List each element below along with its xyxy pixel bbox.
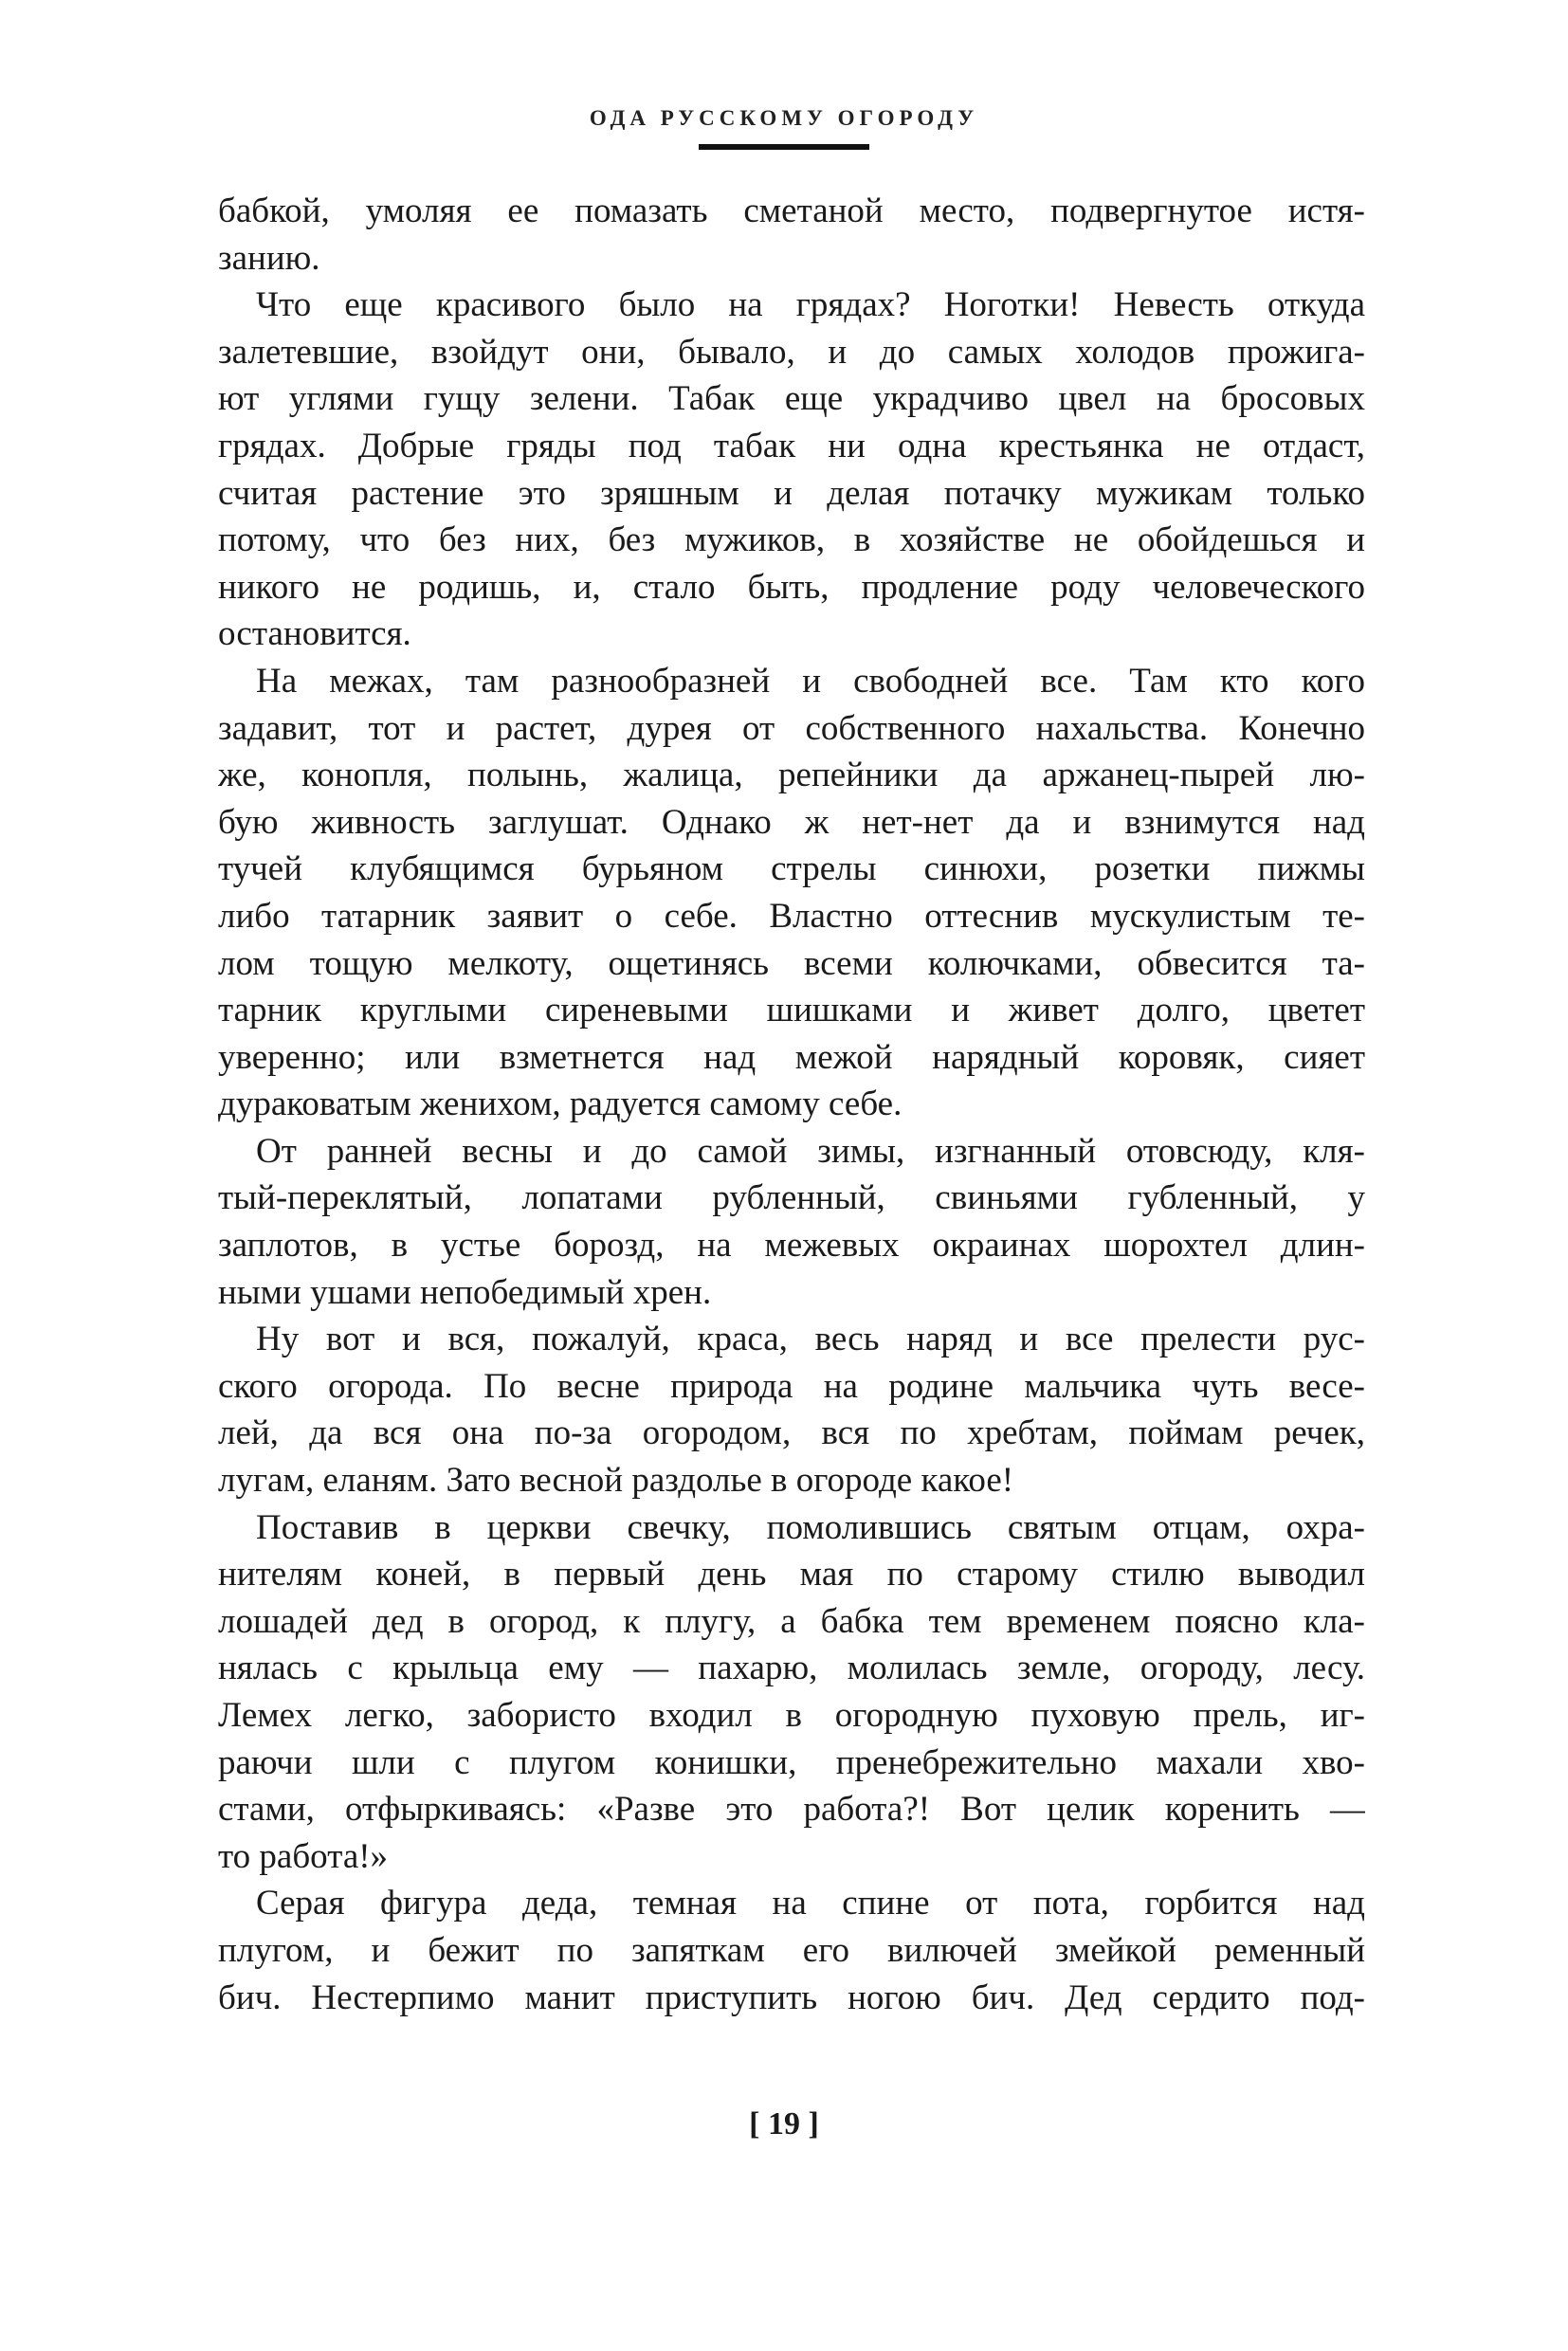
body-text: [218, 188, 1365, 2021]
text-line: бабкой, умоляя ее помазать сметаной место, подвергнутое истя-: [218, 191, 1365, 230]
text-line: лошадей дед в огород, к плугу, а бабка тем временем поясно кла-: [218, 1601, 1365, 1641]
running-head-rule: [699, 144, 869, 150]
text-line: остановится.: [218, 614, 411, 654]
text-line: стами, отфыркиваясь: «Разве это работа?! Вот целик коренить —: [218, 1790, 1365, 1830]
text-line: заплотов, в устье борозд, на межевых окраинах шорохтел длин-: [218, 1226, 1365, 1266]
text-line: ского огорода. По весне природа на родине мальчика чуть весе-: [218, 1366, 1365, 1406]
text-line: же, конопля, полынь, жалица, репейники да аржанец-пырей лю-: [218, 756, 1365, 795]
text-line: Серая фигура деда, темная на спине от пота, горбится над: [256, 1884, 1365, 1923]
text-line: плугом, и бежит по запяткам его вилючей змейкой ременный: [218, 1930, 1365, 1970]
text-line: бич. Нестерпимо манит приступить ногою бич. Дед сердито под-: [218, 1977, 1365, 2017]
text-line: залетевшие, взойдут они, бывало, и до самых холодов прожига-: [218, 332, 1365, 372]
text-line: нителям коней, в первый день мая по старому стилю выводил: [218, 1555, 1365, 1595]
text-line: лугам, еланям. Зато весной раздолье в огороде какое!: [218, 1461, 1014, 1501]
text-line: считая растение это зряшным и делая потачку мужикам только: [218, 473, 1365, 513]
page-number: [ 19 ]: [749, 2106, 819, 2141]
text-line: тарник круглыми сиреневыми шишками и живет долго, цветет: [218, 991, 1365, 1030]
text-line: лей, да вся она по-за огородом, вся по хребтам, поймам речек,: [218, 1413, 1365, 1453]
text-line: Что еще красивого было на грядах? Ноготки! Невесть откуда: [256, 285, 1365, 325]
text-line: нялась с крыльца ему — пахарю, молилась земле, огороду, лесу.: [218, 1649, 1365, 1688]
text-line: задавит, тот и растет, дурея от собственного нахальства. Конечно: [218, 708, 1365, 748]
text-line: раючи шли с плугом конишки, пренебрежительно махали хво-: [218, 1742, 1365, 1782]
running-head-title: ОДА РУССКОМУ ОГОРОДУ: [589, 106, 979, 130]
text-line: Поставив в церкви свечку, помолившись святым отцам, охра-: [256, 1507, 1365, 1547]
text-line: то работа!»: [218, 1836, 389, 1876]
text-line: грядах. Добрые гряды под табак ни одна крестьянка не отдаст,: [218, 426, 1365, 465]
text-line: ными ушами непобедимый хрен.: [218, 1272, 712, 1312]
text-line: тучей клубящимся бурьяном стрелы синюхи, розетки пижмы: [218, 849, 1365, 889]
text-line: уверенно; или взметнется над межой нарядный коровяк, сияет: [218, 1037, 1365, 1077]
text-line: лом тощую мелкоту, ощетинясь всеми колючками, обвесится та-: [218, 943, 1365, 983]
running-head: [0, 106, 1568, 131]
text-line: дураковатым женихом, радуется самому себе.: [218, 1084, 903, 1124]
text-line: бую живность заглушат. Однако ж нет-нет да и взнимутся над: [218, 802, 1365, 842]
text-line: На межах, там разнообразней и свободней все. Там кто кого: [256, 661, 1365, 701]
text-line: тый-переклятый, лопатами рубленный, свиньями губленный, у: [218, 1178, 1365, 1218]
text-line: ют углями гущу зелени. Табак еще украдчиво цвел на бросовых: [218, 379, 1365, 419]
text-line: Лемех легко, забористо входил в огородную пуховую прель, иг-: [218, 1696, 1365, 1735]
text-line: никого не родишь, и, стало быть, продление роду человеческого: [218, 567, 1365, 607]
text-line: либо татарник заявит о себе. Властно оттеснив мускулистым те-: [218, 896, 1365, 936]
text-line: Ну вот и вся, пожалуй, краса, весь наряд и все прелести рус-: [256, 1320, 1365, 1359]
text-line: занию.: [218, 238, 320, 278]
text-line: От ранней весны и до самой зимы, изгнанный отовсюду, кля-: [256, 1131, 1365, 1171]
text-line: потому, что без них, без мужиков, в хозяйстве не обойдешься и: [218, 520, 1365, 560]
